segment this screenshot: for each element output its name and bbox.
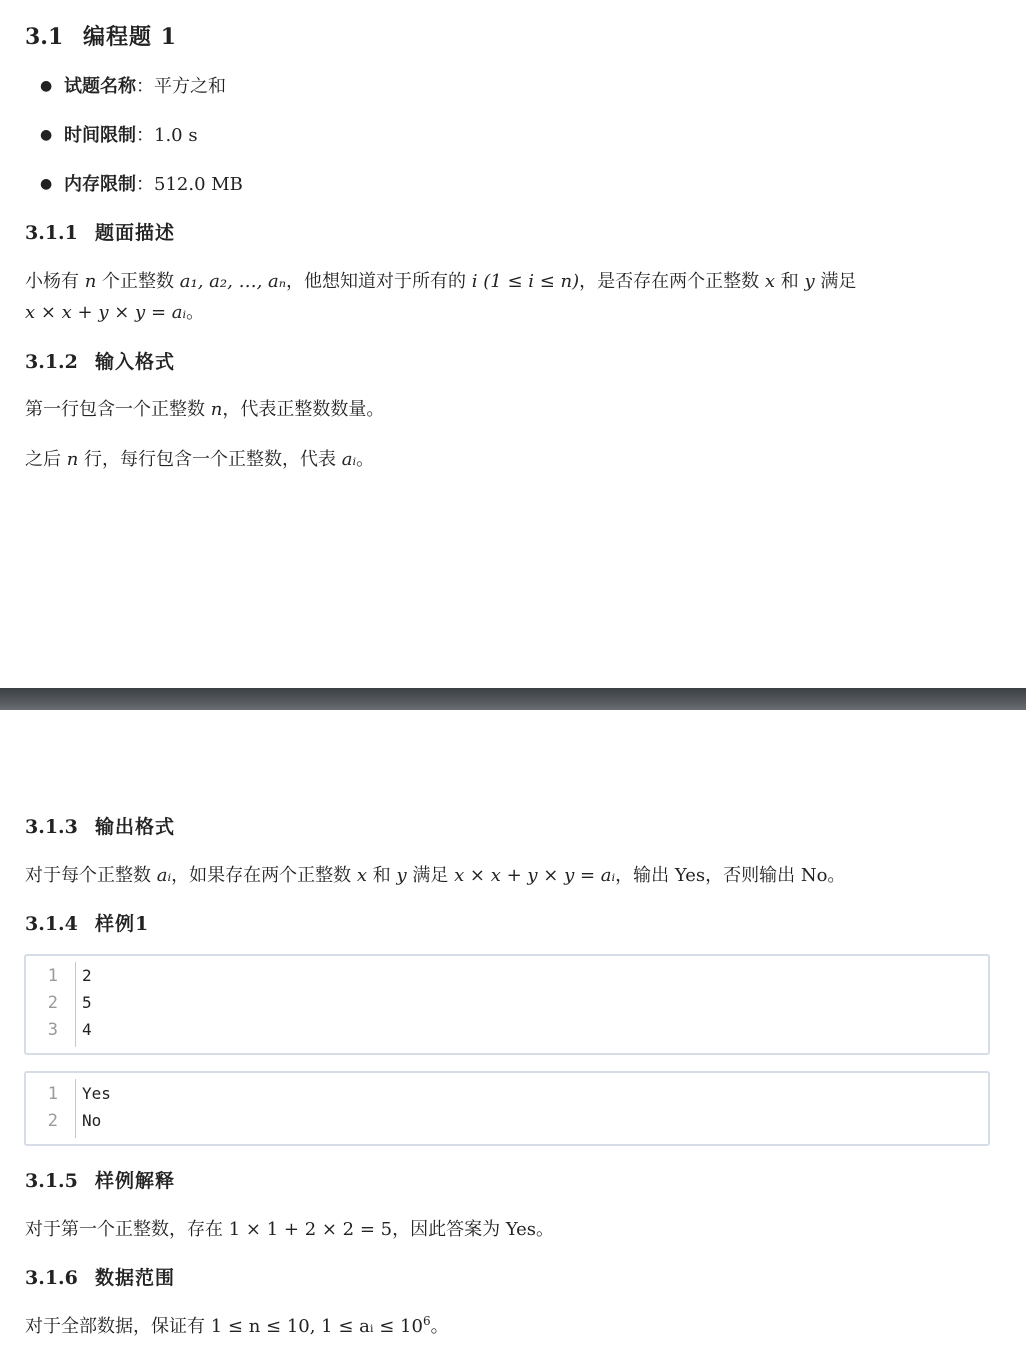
info-item-time: ● 时间限制：1.0 s <box>40 125 198 146</box>
sample-heading: 3.1.4 样例1 <box>25 913 150 935</box>
info-item-name: ● 试题名称：平方之和 <box>40 76 226 97</box>
page-divider <box>0 688 1026 710</box>
input-heading: 3.1.2 输入格式 <box>25 351 176 373</box>
output-para: 对于每个正整数 aᵢ，如果存在两个正整数 x 和 y 满足 x × x + y × y = aᵢ，输出 Yes，否则输出 No。 <box>25 865 846 886</box>
sample-input-codeblock[interactable]: 1 2 2 5 3 4 <box>24 954 990 1055</box>
info-item-memory: ● 内存限制：512.0 MB <box>40 174 243 195</box>
desc-line-2: x × x + y × y = aᵢ。 <box>25 302 205 323</box>
bullet-icon: ● <box>40 127 53 143</box>
range-heading: 3.1.6 数据范围 <box>25 1267 176 1289</box>
section-heading: 3.1 编程题 1 <box>25 24 177 50</box>
range-para: 对于全部数据，保证有 1 ≤ n ≤ 10, 1 ≤ aᵢ ≤ $10^6$。 <box>25 1314 449 1337</box>
bullet-icon: ● <box>40 176 53 192</box>
desc-line-1: 小杨有 n 个正整数 a₁, a₂, …, aₙ，他想知道对于所有的 i (1 ≤ i ≤ n)，是否存在两个正整数 x 和 y 满足 <box>25 271 857 292</box>
page-2 <box>0 710 1026 1347</box>
sample-output-codeblock[interactable]: 1 Yes 2 No <box>24 1071 990 1146</box>
explain-heading: 3.1.5 样例解释 <box>25 1170 176 1192</box>
output-heading: 3.1.3 输出格式 <box>25 816 176 838</box>
explain-para: 对于第一个正整数，存在 1 × 1 + 2 × 2 = 5，因此答案为 Yes。 <box>25 1219 555 1240</box>
input-para-2: 之后 n 行，每行包含一个正整数，代表 aᵢ。 <box>25 449 375 470</box>
bullet-icon: ● <box>40 78 53 94</box>
input-para-1: 第一行包含一个正整数 n，代表正整数数量。 <box>25 399 385 420</box>
desc-heading: 3.1.1 题面描述 <box>25 222 176 244</box>
